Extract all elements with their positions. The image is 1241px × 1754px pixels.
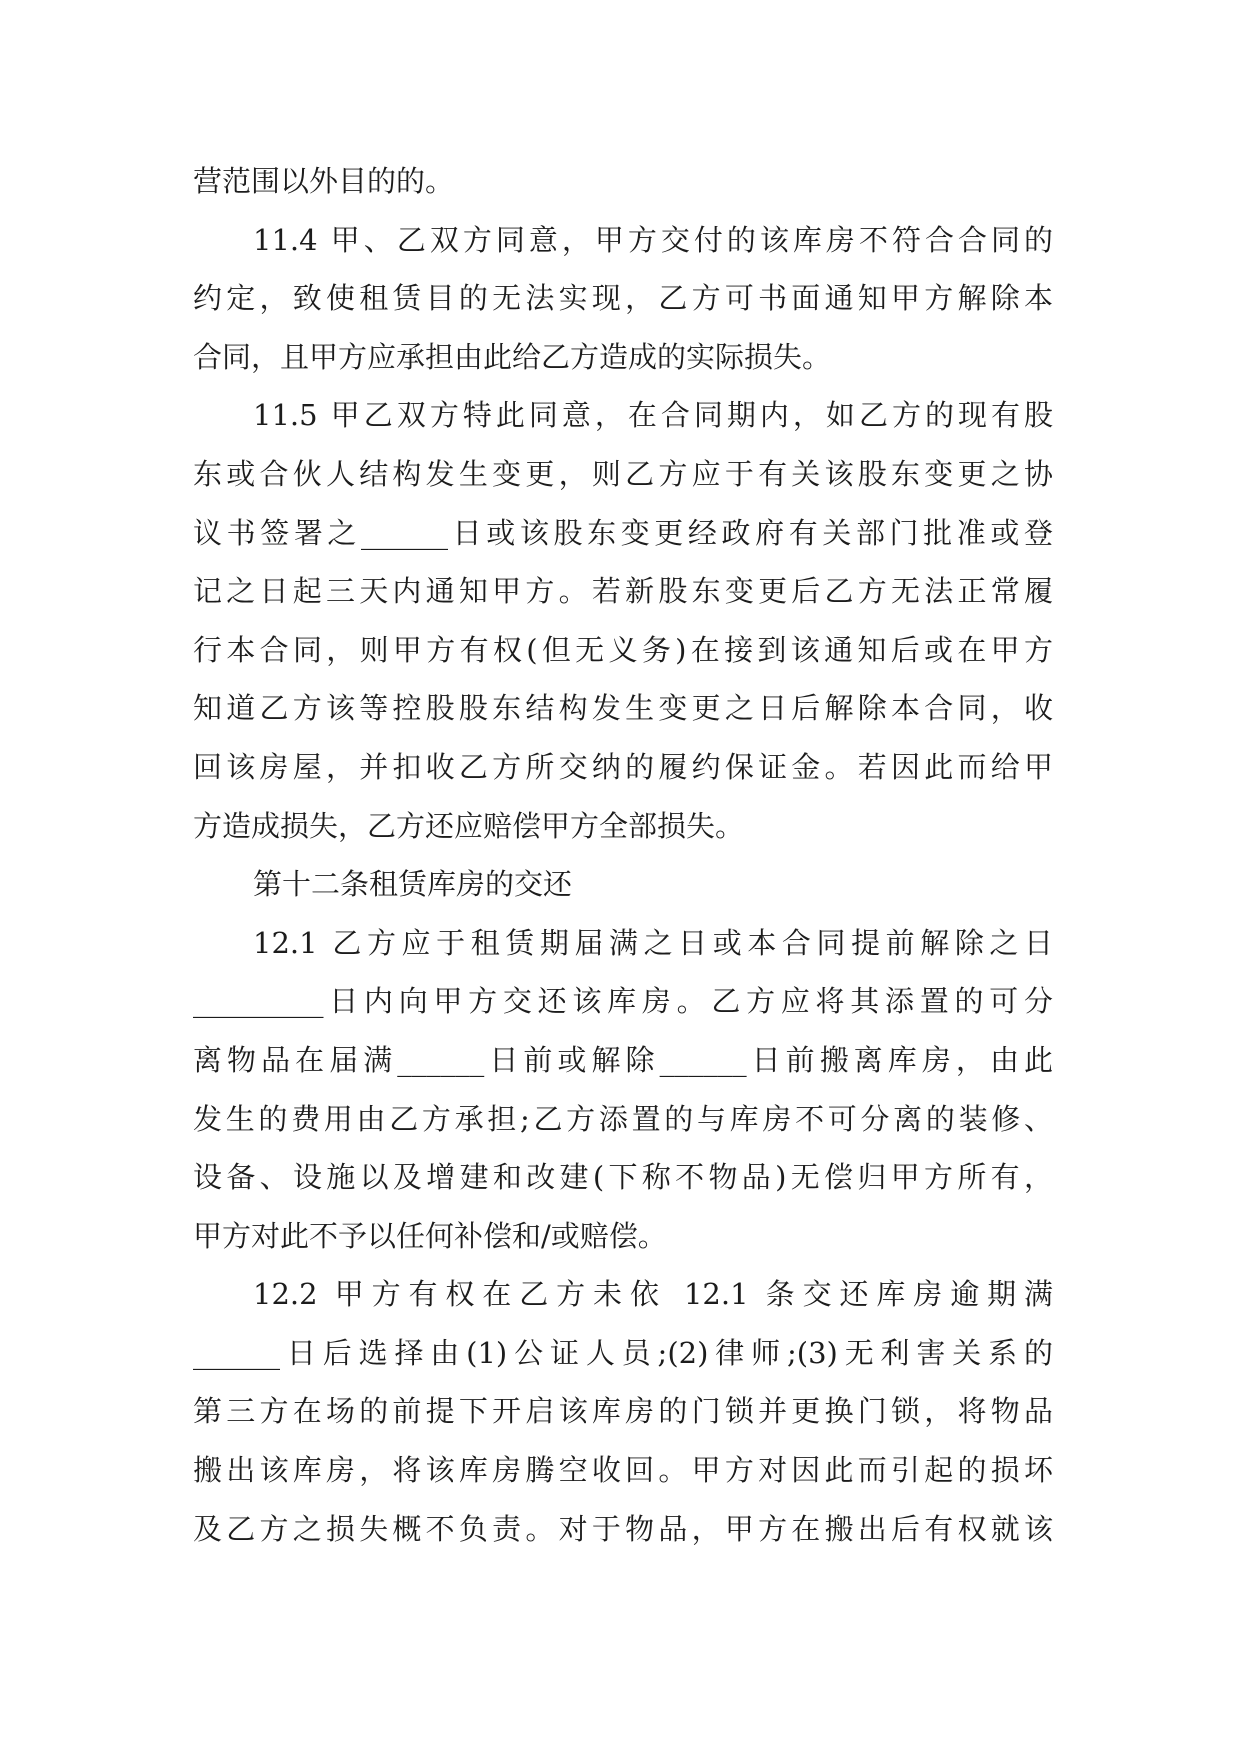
text-line: 记之日起三天内通知甲方。若新股东变更后乙方无法正常履 (193, 574, 1053, 609)
text-line: 营范围以外目的的。 (193, 164, 455, 198)
text-line: 回该房屋，并扣收乙方所交纳的履约保证金。若因此而给甲 (193, 749, 1053, 784)
text-line: 12.2 甲方有权在乙方未依 12.1 条交还库房逾期满 (253, 1277, 1053, 1312)
text-line: 行本合同，则甲方有权(但无义务)在接到该通知后或在甲方 (193, 632, 1053, 667)
text-line: 东或合伙人结构发生变更，则乙方应于有关该股东变更之协 (193, 456, 1053, 491)
text-line: 及乙方之损失概不负责。对于物品，甲方在搬出后有权就该 (193, 1511, 1053, 1546)
text-line: 搬出该库房，将该库房腾空收回。甲方对因此而引起的损坏 (193, 1453, 1053, 1488)
text-line: 知道乙方该等控股股东结构发生变更之日后解除本合同，收 (193, 691, 1053, 726)
text-line: 离物品在届满______日前或解除______日前搬离库房，由此 (193, 1042, 1053, 1077)
text-line: 甲方对此不予以任何补偿和/或赔偿。 (193, 1218, 667, 1253)
text-line: 第十二条租赁库房的交还 (253, 867, 573, 902)
text-line: 约定，致使租赁目的无法实现，乙方可书面通知甲方解除本 (193, 281, 1053, 316)
text-line: 第三方在场的前提下开启该库房的门锁并更换门锁，将物品 (193, 1394, 1053, 1429)
text-line: 设备、设施以及增建和改建(下称不物品)无偿归甲方所有， (193, 1160, 1053, 1195)
text-line: 议书签署之______日或该股东变更经政府有关部门批准或登 (193, 515, 1053, 550)
text-line: 12.1 乙方应于租赁期届满之日或本合同提前解除之日 (253, 925, 1053, 960)
text-line: 方造成损失，乙方还应赔偿甲方全部损失。 (193, 808, 745, 843)
document-body (193, 152, 1053, 1558)
text-line: 11.4 甲、乙双方同意，甲方交付的该库房不符合合同的 (253, 222, 1053, 257)
text-line: ______日后选择由(1)公证人员;(2)律师;(3)无利害关系的 (193, 1335, 1053, 1370)
text-line: 合同，且甲方应承担由此给乙方造成的实际损失。 (193, 339, 832, 374)
text-line: 发生的费用由乙方承担;乙方添置的与库房不可分离的装修、 (193, 1101, 1053, 1136)
text-line: _________日内向甲方交还该库房。乙方应将其添置的可分 (193, 984, 1053, 1019)
text-line: 11.5 甲乙双方特此同意，在合同期内，如乙方的现有股 (253, 398, 1053, 433)
